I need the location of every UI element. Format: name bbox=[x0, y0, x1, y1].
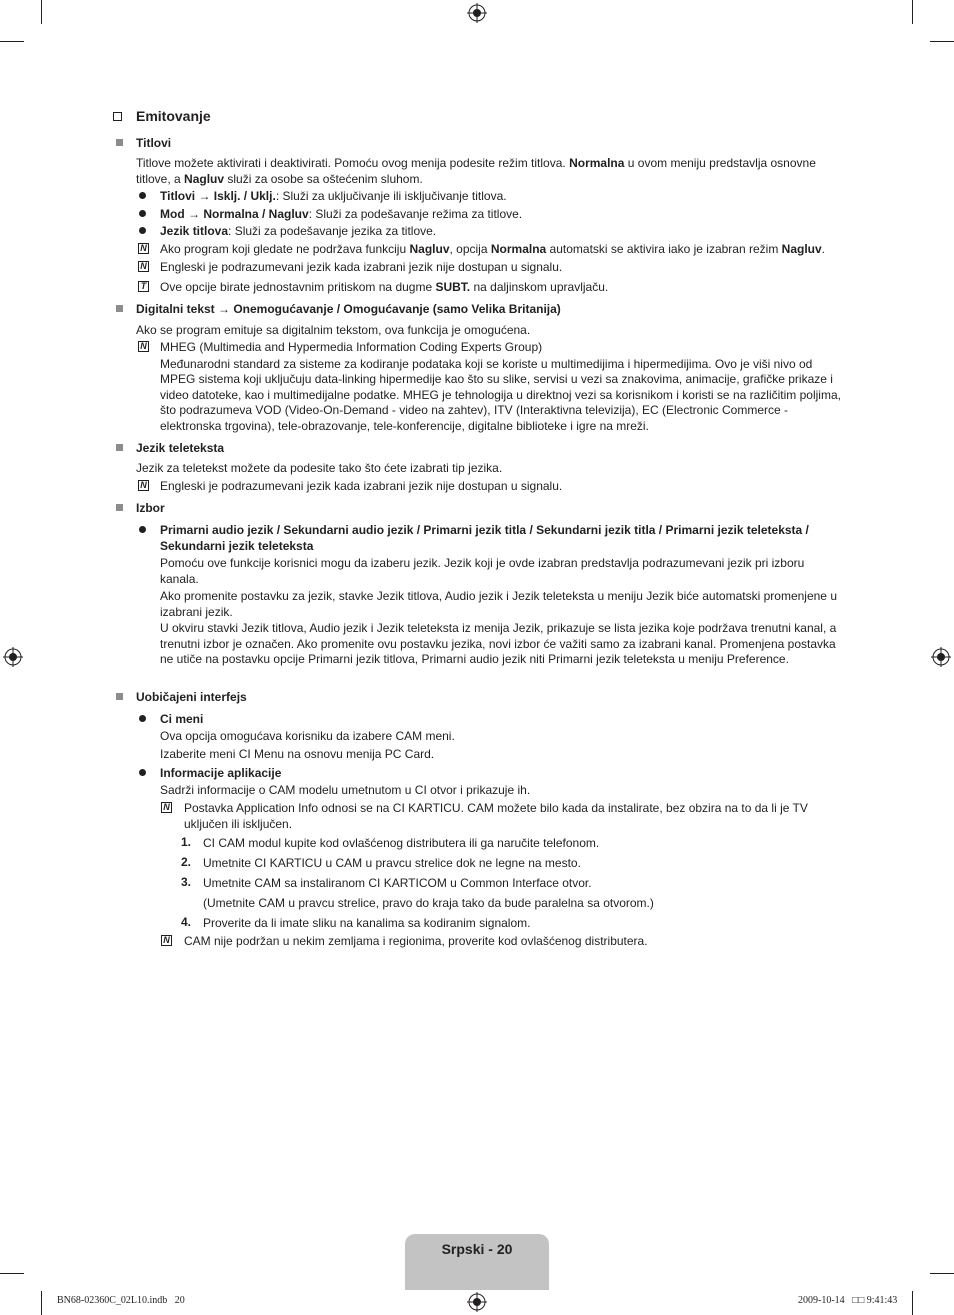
interfejs-heading: Uobičajeni interfejs bbox=[136, 690, 247, 704]
info-note: Postavka Application Info odnosi se na CI KARTICU. CAM možete bilo kada da instalirate, bez obzira na to da li je TV uključen ili isključen. bbox=[184, 801, 808, 831]
section-checkbox-icon bbox=[113, 112, 122, 121]
titlovi-note-1: Ako program koji gledate ne podržava funkciju Nagluv, opcija Normalna automatski se aktivira iako je izabran režim Nagluv. bbox=[160, 242, 826, 256]
final-note: CAM nije podržan u nekim zemljama i regionima, proverite kod ovlašćenog distributera. bbox=[184, 934, 648, 948]
note-icon: N bbox=[138, 243, 149, 254]
step-text: Umetnite CI KARTICU u CAM u pravcu strelice dok ne legne na mesto. bbox=[203, 856, 581, 870]
square-bullet-icon bbox=[116, 693, 123, 700]
square-bullet-icon bbox=[116, 305, 123, 312]
titlovi-note-2: Engleski je podrazumevani jezik kada izabrani jezik nije dostupan u signalu. bbox=[160, 260, 563, 274]
step-text: Umetnite CAM sa instaliranom CI KARTICOM u Common Interface otvor. bbox=[203, 876, 592, 890]
crop-mark bbox=[930, 1273, 954, 1274]
note-icon: N bbox=[138, 261, 149, 272]
digital-note: MHEG (Multimedia and Hypermedia Information Coding Experts Group) bbox=[160, 340, 543, 354]
step-number: 1. bbox=[181, 835, 192, 849]
izbor-paragraph-3: U okviru stavki Jezik titlova, Audio jezik i Jezik teleteksta iz menija Jezik, prikazuje se lista jezika koje podržava trenutni kanal, a trenutni izbor je označen. Ako promenite ovu postavku jezika, novi izbor će važiti samo za izabrani kanal. Promenjena postavka ne utiče na postavku opcije Primarni jezik titlova, Primarni audio jezik niti Primarni jezik teleteksta u meniju Preference. bbox=[160, 621, 837, 666]
info-line-1: Sadrži informacije o CAM modelu umetnutom u CI otvor i prikazuje ih. bbox=[160, 783, 531, 797]
crop-mark bbox=[0, 1273, 24, 1274]
titlovi-bullet-1: Titlovi → Isklj. / Uklj.: Služi za uključivanje ili isključivanje titlova. bbox=[160, 189, 507, 203]
izbor-bullet-line-2: Sekundarni jezik teleteksta bbox=[160, 539, 314, 553]
titlovi-intro-2: titlove, a Nagluv služi za osobe sa oštećenim sluhom. bbox=[136, 172, 423, 186]
note-icon: N bbox=[138, 480, 149, 491]
digital-intro: Ako se program emituje sa digitalnim tekstom, ova funkcija je omogućena. bbox=[136, 323, 531, 337]
ci-menu-heading: Ci meni bbox=[160, 712, 204, 726]
square-bullet-icon bbox=[116, 444, 123, 451]
jezik-tt-note: Engleski je podrazumevani jezik kada izabrani jezik nije dostupan u signalu. bbox=[160, 479, 563, 493]
ci-menu-line-1: Ova opcija omogućava korisniku da izabere CAM meni. bbox=[160, 729, 455, 743]
step-number: 4. bbox=[181, 915, 192, 929]
registration-mark-icon bbox=[931, 647, 951, 667]
imprint-date: 2009-10-14 □□ 9:41:43 bbox=[798, 1295, 898, 1306]
crop-mark bbox=[41, 0, 42, 24]
crop-mark bbox=[41, 1291, 42, 1315]
step-text: CI CAM modul kupite kod ovlašćenog distributera ili ga naručite telefonom. bbox=[203, 836, 600, 850]
jezik-tt-intro: Jezik za teletekst možete da podesite tako što ćete izabrati tip jezika. bbox=[136, 461, 503, 475]
digital-heading: Digitalni tekst → Onemogućavanje / Omogućavanje (samo Velika Britanija) bbox=[136, 302, 561, 316]
titlovi-heading: Titlovi bbox=[136, 136, 172, 150]
izbor-bullet-line-1: Primarni audio jezik / Sekundarni audio jezik / Primarni jezik titla / Sekundarni jezik titla / Primarni jezik teleteksta / bbox=[160, 523, 809, 537]
crop-mark bbox=[912, 0, 913, 24]
note-icon: N bbox=[138, 341, 149, 352]
izbor-paragraph-1: Pomoću ove funkcije korisnici mogu da izaberu jezik. Jezik koji je ovde izabran predstavlja podrazumevani jezik pri izboru kanala. bbox=[160, 556, 805, 586]
titlovi-note-3: Ove opcije birate jednostavnim pritiskom na dugme SUBT. na daljinskom upravljaču. bbox=[160, 280, 609, 294]
registration-mark-icon bbox=[467, 3, 487, 23]
jezik-tt-heading: Jezik teleteksta bbox=[136, 441, 225, 455]
round-bullet-icon bbox=[139, 192, 146, 199]
registration-mark-icon bbox=[467, 1292, 487, 1312]
step-3-sub: (Umetnite CAM u pravcu strelice, pravo do kraja tako da bude paralelna sa otvorom.) bbox=[203, 896, 654, 910]
step-number: 2. bbox=[181, 855, 192, 869]
round-bullet-icon bbox=[139, 227, 146, 234]
crop-mark bbox=[0, 41, 24, 42]
step-text: Proverite da li imate sliku na kanalima sa kodiranim signalom. bbox=[203, 916, 531, 930]
round-bullet-icon bbox=[139, 210, 146, 217]
digital-description: Međunarodni standard za sisteme za kodiranje podataka koji se koriste u multimedijima i hipermedijima. Ovo je viši nivo od MPEG sistema koji uključuju data-linking hipermedije kao što su slike, servisi u vezi sa znakovima, animacije, grafičke prikaze i video datoteke, kao i multimedijalne podatke. MHEG je tehnologija u direktnoj vezi sa korisnikom i koristi se na različitim poljima, što podrazumeva VOD (Video-On-Demand - video na zahtev), ITV (Interaktivna televizija), EC (Electronic Commerce - elektronska trgovina), tele-obrazovanje, tele-konferencije, digitalne biblioteke i igre na mreži. bbox=[160, 357, 841, 433]
page-number: Srpski - 20 bbox=[441, 1241, 513, 1257]
imprint-file: BN68-02360C_02L10.indb 20 bbox=[57, 1295, 185, 1306]
izbor-heading: Izbor bbox=[136, 501, 165, 515]
info-heading: Informacije aplikacije bbox=[160, 766, 282, 780]
titlovi-bullet-2: Mod → Normalna / Nagluv: Služi za podešavanje režima za titlove. bbox=[160, 207, 523, 221]
remote-note-icon: T bbox=[138, 281, 149, 292]
round-bullet-icon bbox=[139, 715, 146, 722]
round-bullet-icon bbox=[139, 526, 146, 533]
ci-menu-line-2: Izaberite meni CI Menu na osnovu menija PC Card. bbox=[160, 747, 435, 761]
square-bullet-icon bbox=[116, 139, 123, 146]
square-bullet-icon bbox=[116, 504, 123, 511]
izbor-paragraph-2: Ako promenite postavku za jezik, stavke Jezik titlova, Audio jezik i Jezik teleteksta u meniju Jezik biće automatski promenjene u izabrani jezik. bbox=[160, 589, 837, 619]
note-icon: N bbox=[161, 802, 172, 813]
registration-mark-icon bbox=[3, 647, 23, 667]
section-title: Emitovanje bbox=[136, 108, 211, 124]
titlovi-bullet-3: Jezik titlova: Služi za podešavanje jezika za titlove. bbox=[160, 224, 437, 238]
titlovi-intro: Titlove možete aktivirati i deaktivirati. Pomoću ovog menija podesite režim titlova. Normalna u ovom meniju predstavlja osnovne bbox=[136, 156, 816, 170]
crop-mark bbox=[930, 41, 954, 42]
note-icon: N bbox=[161, 935, 172, 946]
step-number: 3. bbox=[181, 875, 192, 889]
round-bullet-icon bbox=[139, 769, 146, 776]
crop-mark bbox=[912, 1291, 913, 1315]
